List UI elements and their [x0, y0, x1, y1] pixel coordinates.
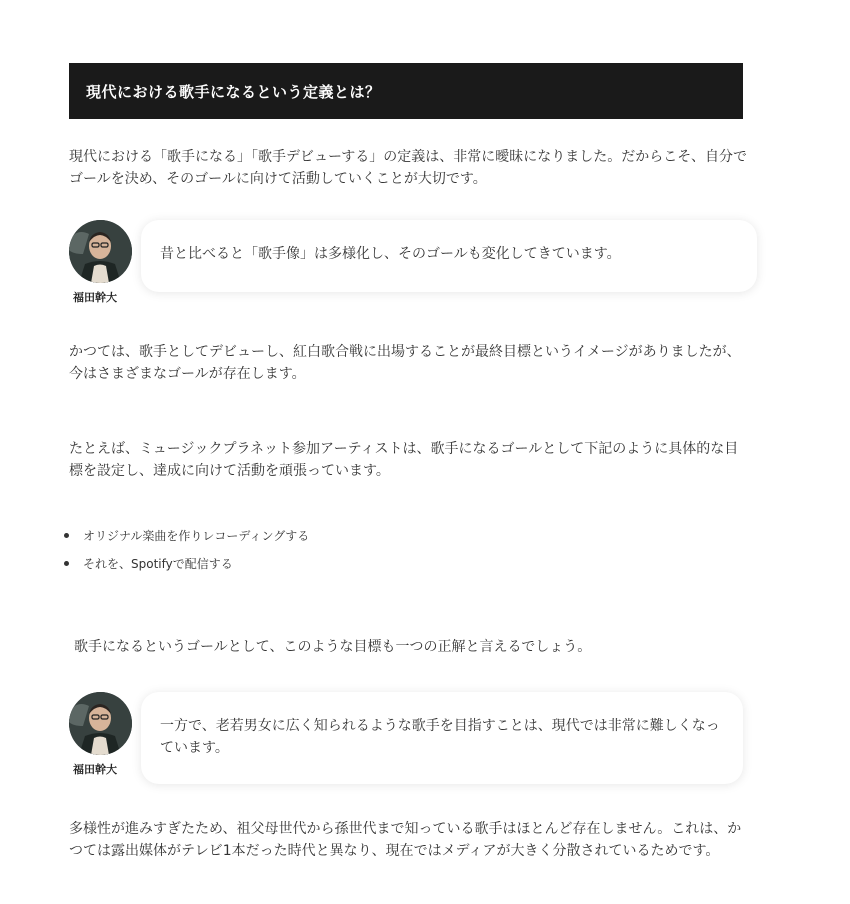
- bullet-icon: [64, 533, 69, 538]
- paragraph: 多様性が進みすぎたため、祖父母世代から孫世代まで知っている歌手はほとんど存在しません。これは、かつては露出媒体がテレビ1本だった時代と異なり、現在ではメディアが大きく分散されているためです。: [69, 821, 742, 859]
- paragraph: たとえば、ミュージックプラネット参加アーティストは、歌手になるゴールとして下記のように具体的な目標を設定し、達成に向けて活動を頑張っています。: [69, 441, 739, 479]
- speaker-comment-2: [69, 692, 769, 788]
- bullet-icon: [64, 561, 69, 566]
- section-heading-bar: [69, 63, 743, 119]
- avatar: [69, 692, 132, 755]
- list-item-text: オリジナル楽曲を作りレコーディングする: [83, 529, 310, 543]
- goals-list: [64, 524, 309, 580]
- intro-paragraph: 現代における「歌手になる」「歌手デビューする」の定義は、非常に曖昧になりました。だからこそ、自分でゴールを決め、そのゴールに向けて活動していくことが大切です。: [69, 149, 748, 187]
- speaker-name: 福田幹大: [73, 291, 117, 304]
- speech-bubble: 昔と比べると「歌手像」は多様化し、そのゴールも変化してきています。: [141, 220, 757, 292]
- list-item-text: それを、Spotifyで配信する: [83, 557, 233, 571]
- paragraph: 歌手になるというゴールとして、このような目標も一つの正解と言えるでしょう。: [74, 639, 592, 655]
- section-title: 現代における歌手になるという定義とは？: [86, 82, 381, 101]
- list-item: [64, 552, 309, 580]
- speech-bubble: 一方で、老若男女に広く知られるような歌手を目指すことは、現代では非常に難しくなっています。: [141, 692, 743, 784]
- paragraph: かつては、歌手としてデビューし、紅白歌合戦に出場することが最終目標というイメージがありましたが、今はさまざまなゴールが存在します。: [69, 344, 741, 382]
- avatar: [69, 220, 132, 283]
- list-item: [64, 524, 309, 552]
- speaker-comment-1: [69, 220, 769, 310]
- speaker-name: 福田幹大: [73, 763, 117, 776]
